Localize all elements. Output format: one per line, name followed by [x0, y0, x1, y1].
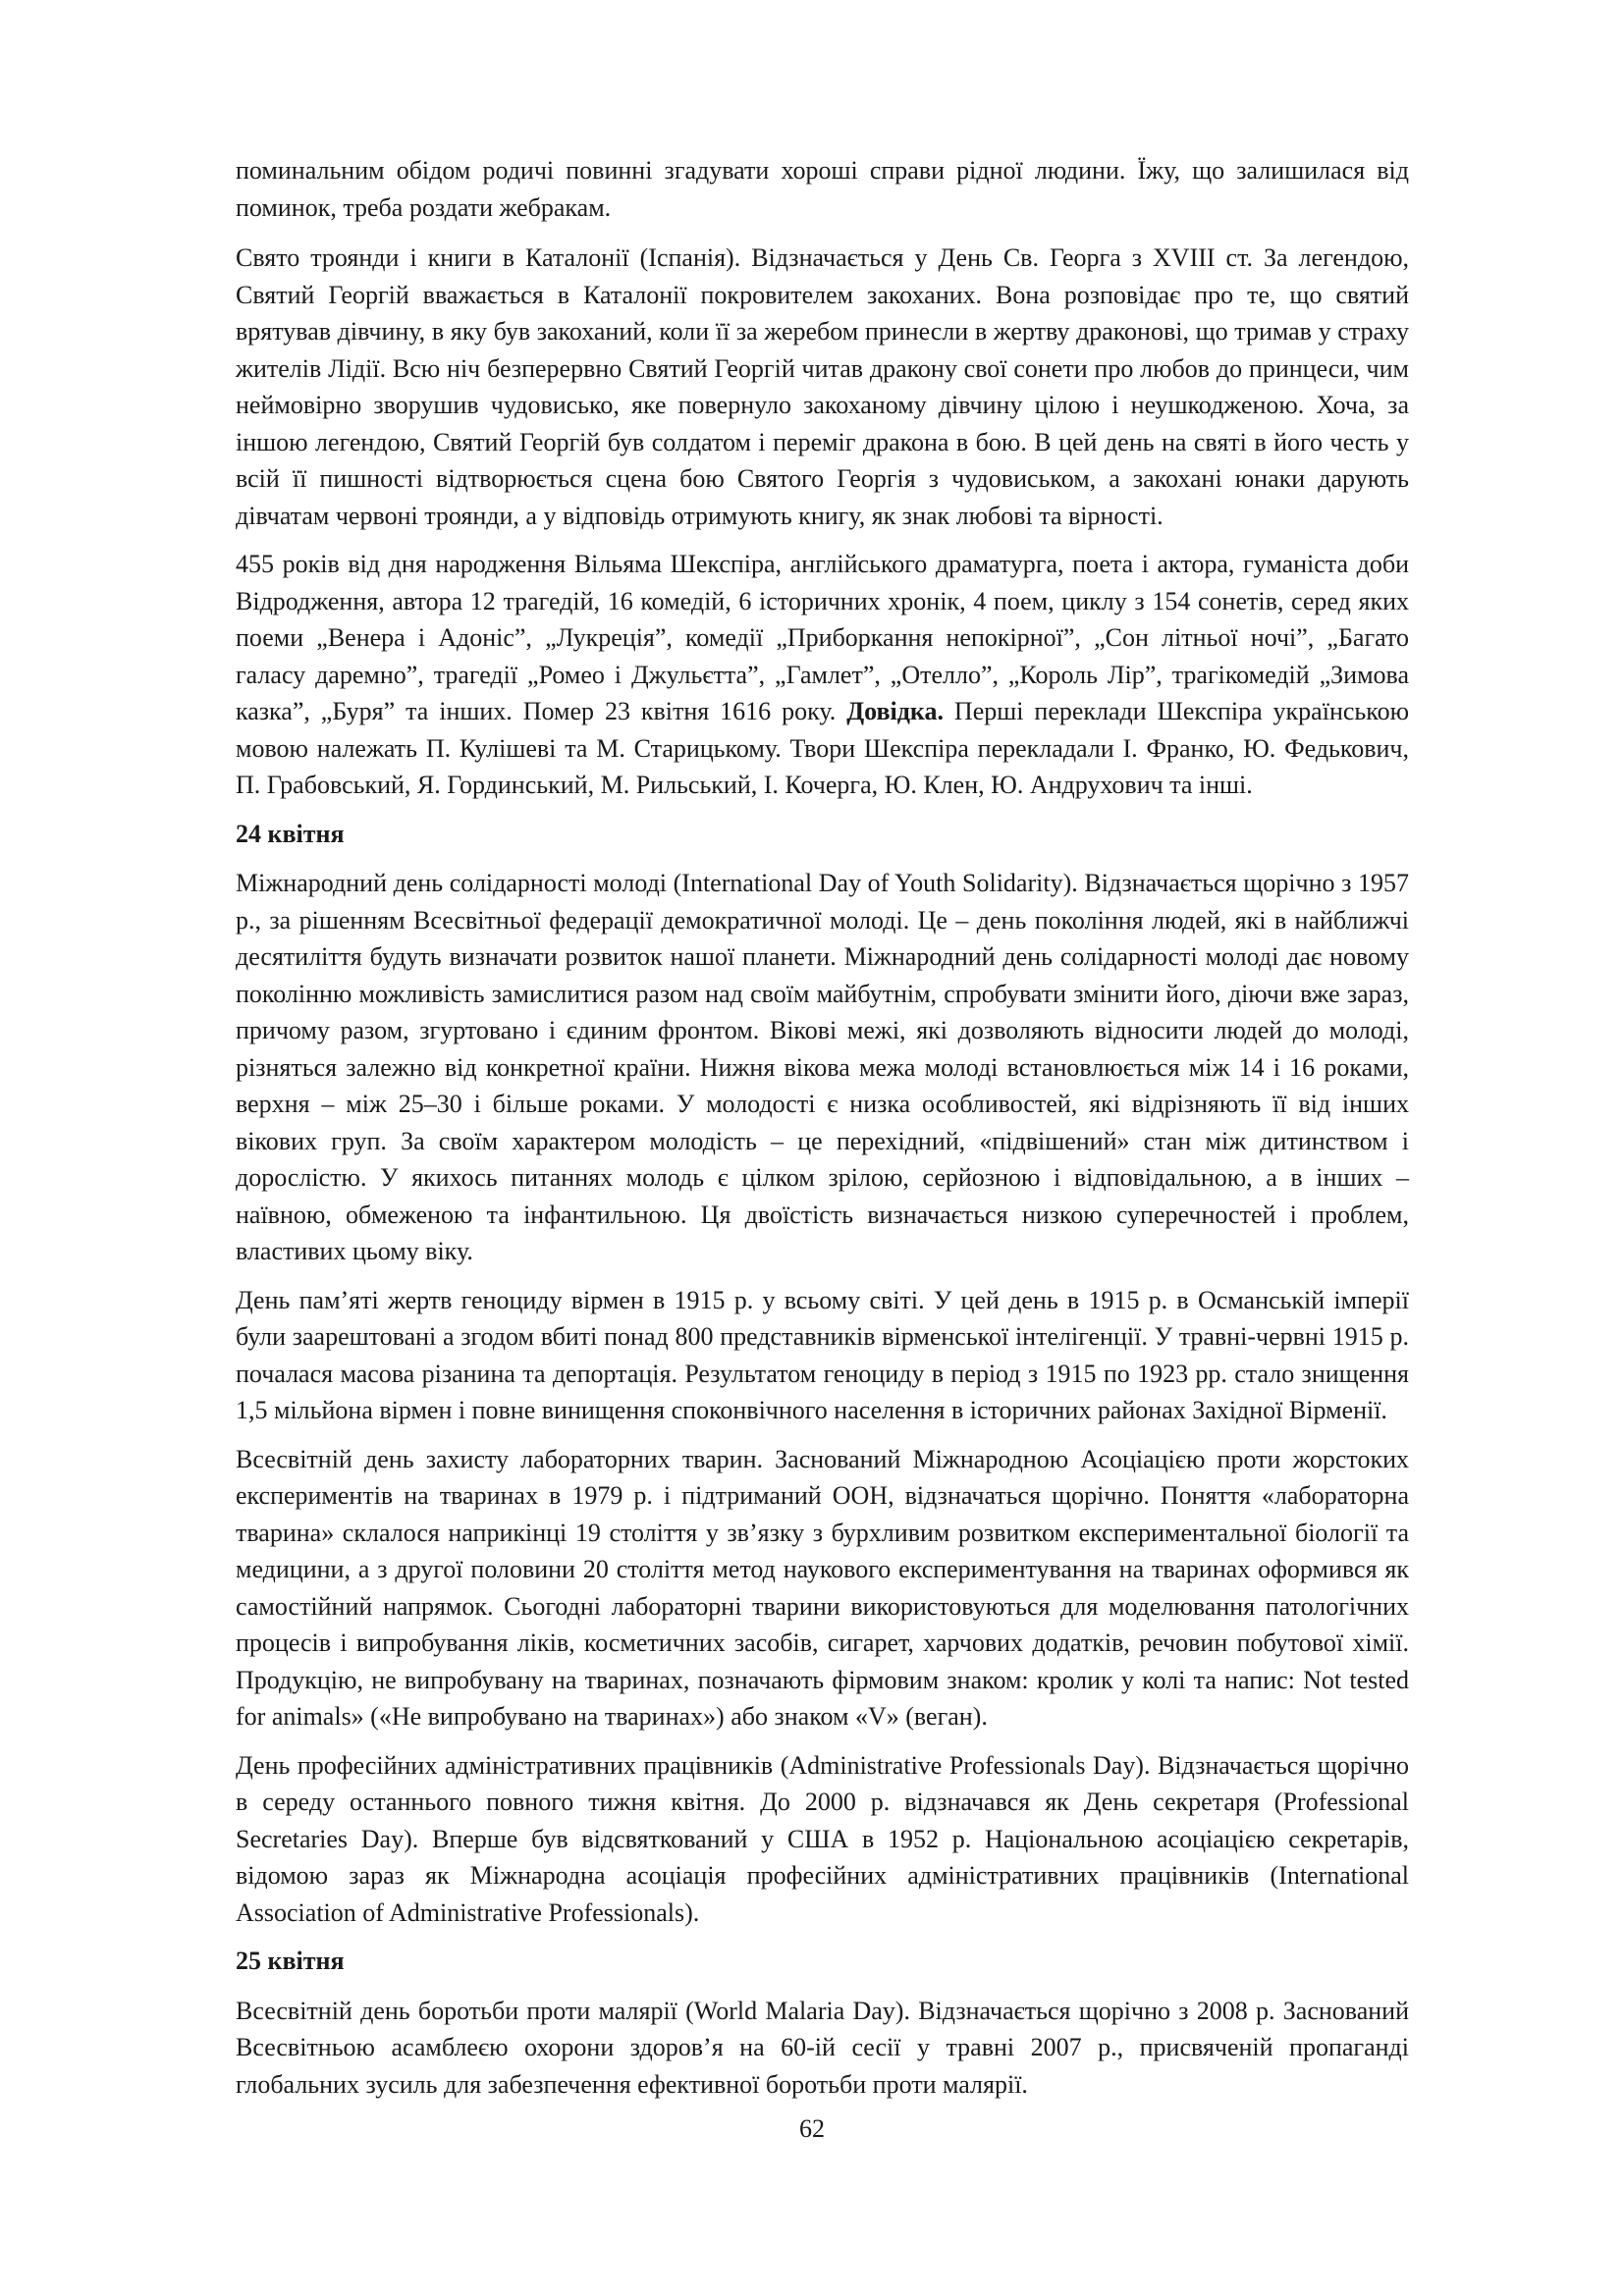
- paragraph-shakespeare: [236, 546, 1409, 804]
- shakespeare-reference-text: Перші переклади Шекспіра українською мовою належать П. Кулішеві та М. Старицькому. Твори Шекспіра перекладали І. Франко, Ю. Федькович, П. Грабовський, Я. Гординський, М. Рильський, І. Кочерга, Ю. Клен, Ю. Андрухович та інші.: [236, 697, 1409, 799]
- reference-label: Довідка.: [846, 697, 944, 725]
- paragraph-youth-solidarity: Міжнародний день солідарності молоді (International Day of Youth Solidarity). Відзначається щорічно з 1957 р., за рішенням Всесвітньої федерації демократичної молоді. Це – день покоління людей, які в найближчі десятиліття будуть визначати розвиток нашої планети. Міжнародний день солідарності молоді дає новому поколінню можливість замислитися разом над своїм майбутнім, спробувати змінити його, діючи вже зараз, причому разом, згуртовано і єдиним фронтом. Вікові межі, які дозволяють відносити людей до молоді, різняться залежно від конкретної країни. Нижня вікова межа молоді встановлюється між 14 і 16 роками, верхня – між 25–30 і більше роками. У молодості є низка особливостей, які відрізняють її від інших вікових груп. За своїм характером молодість – це перехідний, «підвішений» стан між дитинством і дорослістю. У якихось питаннях молодь є цілком зрілою, серйозною і відповідальною, а в інших – наївною, обмеженою та інфантильною. Ця двоїстість визначається низкою суперечностей і проблем, властивих цьому віку.: [236, 869, 1409, 1265]
- paragraph-lab-animals: Всесвітній день захисту лабораторних тварин. Заснований Міжнародною Асоціацією проти жорстоких експериментів на тваринах в 1979 р. і підтриманий ООН, відзначаться щорічно. Поняття «лабораторна тварина» склалося наприкінці 19 століття у зв’язку з бурхливим розвитком експериментальної біології та медицини, а з другої половини 20 століття метод наукового експериментування на тваринах оформився як самостійний напрямок. Сьогодні лабораторні тварини використовуються для моделювання патологічних процесів і випробування ліків, косметичних засобів, сигарет, харчових додатків, речовин побутової хімії. Продукцію, не випробувану на тваринах, позначають фірмовим знаком: кролик у колі та напис: Not tested for animals» («Не випробувано на тваринах») або знаком «V» (веган).: [236, 1444, 1409, 1731]
- date-heading-april-25: 25 квітня: [236, 1947, 345, 1975]
- date-heading-april-24: 24 квітня: [236, 819, 345, 848]
- page-body: [236, 152, 1409, 2114]
- shakespeare-text: 455 років від дня народження Вільяма Шекспіра, англійського драматурга, поета і актора, гуманіста доби Відродження, автора 12 трагедій, 16 комедій, 6 історичних хронік, 4 поем, циклу з 154 сонетів, серед яких поеми „Венера і Адоніс”, „Лукреція”, комедії „Приборкання непокірної”, „Сон літньої ночі”, „Багато галасу даремно”, трагедії „Ромео і Джульєтта”, „Гамлет”, „Отелло”, „Король Лір”, трагікомедій „Зимова казка”, „Буря” та інших. Помер 23 квітня 1616 року.: [236, 550, 1409, 725]
- paragraph-armenian-genocide: День пам’яті жертв геноциду вірмен в 1915 р. у всьому світі. У цей день в 1915 р. в Османській імперії були заарештовані а згодом вбиті понад 800 представників вірменської інтелігенції. У травні-червні 1915 р. почалася масова різанина та депортація. Результатом геноциду в період з 1915 по 1923 рр. стало знищення 1,5 мільйона вірмен і повне винищення споконвічного населення в історичних районах Західної Вірменії.: [236, 1285, 1409, 1424]
- paragraph-funeral-continuation: поминальним обідом родичі повинні згадувати хороші справи рідної людини. Їжу, що залишилася від поминок, треба роздати жебракам.: [236, 156, 1409, 222]
- paragraph-malaria-day: Всесвітній день боротьби проти малярії (World Malaria Day). Відзначається щорічно з 2008 р. Заснований Всесвітньою асамблеєю охорони здоров’я на 60-ій сесії у травні 2007 р., присвяченій пропаганді глобальних зусиль для забезпечення ефективної боротьби проти малярії.: [236, 1996, 1409, 2099]
- paragraph-admin-professionals: День професійних адміністративних працівників (Administrative Professionals Day). Відзначається щорічно в середу останнього повного тижня квітня. До 2000 р. відзначався як День секретаря (Professional Secretaries Day). Вперше був відсвяткований у США в 1952 р. Національною асоціацією секретарів, відомою зараз як Міжнародна асоціація професійних адміністративних працівників (International Association of Administrative Professionals).: [236, 1750, 1409, 1927]
- paragraph-rose-book-day: Свято троянди і книги в Каталонії (Іспанія). Відзначається у День Св. Георга з XVIII ст. За легендою, Святий Георгій вважається в Каталонії покровителем закоханих. Вона розповідає про те, що святий врятував дівчину, в яку був закоханий, коли її за жеребом принесли в жертву драконові, що тримав у страху жителів Лідії. Всю ніч безперервно Святий Георгій читав дракону свої сонети про любов до принцеси, чим неймовірно зворушив чудовисько, яке повернуло закоханому дівчину цілою і неушкодженою. Хоча, за іншою легендою, Святий Георгій був солдатом і переміг дракона в бою. В цей день на святі в його честь у всій її пишності відтворюється сцена бою Святого Георгія з чудовиськом, а закохані юнаки дарують дівчатам червоні троянди, а у відповідь отримують книгу, як знак любові та вірності.: [236, 243, 1409, 530]
- page-number: 62: [799, 2114, 825, 2143]
